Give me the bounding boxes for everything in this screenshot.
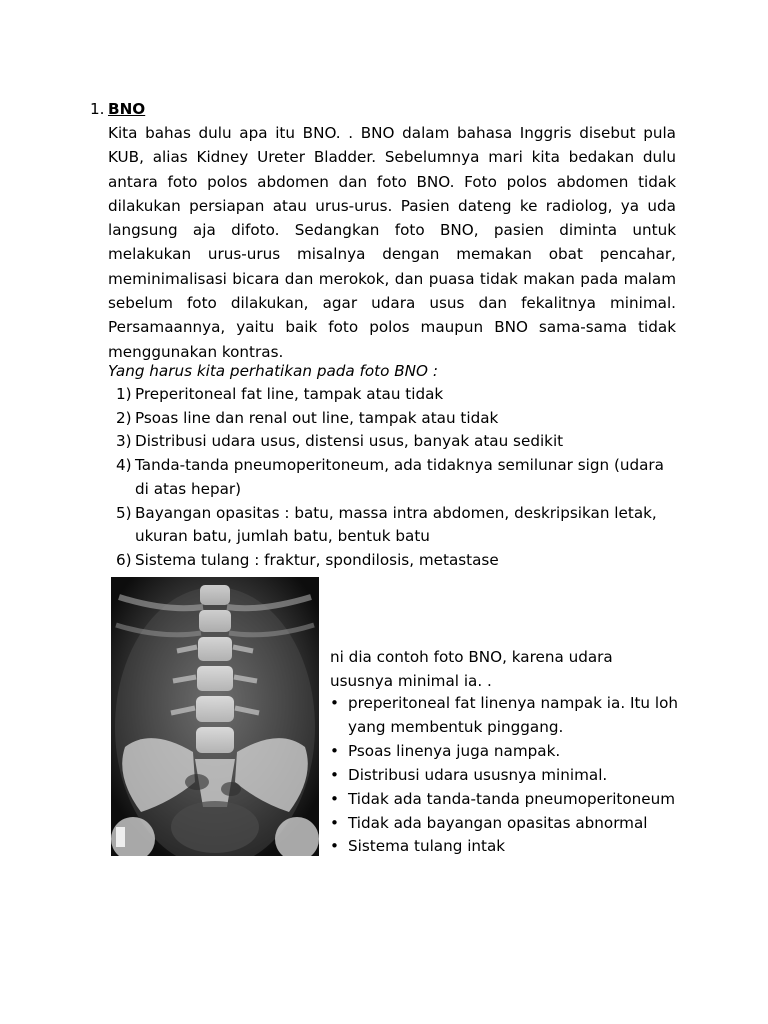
section-number: 1. (90, 100, 105, 118)
list-item-text: preperitoneal fat linenya nampak ia. Itu loh yang membentuk pinggang. (348, 694, 679, 736)
list-item-text: Tanda-tanda pneumoperitoneum, ada tidaknya semilunar sign (udara di atas hepar) (135, 456, 664, 498)
list-item (116, 430, 676, 454)
example-description: ni dia contoh foto BNO, karena udara ususnya minimal ia. . (330, 648, 613, 690)
bullet-icon: • (330, 837, 339, 856)
list-item (116, 383, 676, 407)
list-item-text: Sistema tulang intak (348, 837, 506, 856)
list-item (330, 835, 680, 859)
list-item-text: Psoas line dan renal out line, tampak atau tidak (135, 408, 499, 427)
list-item-number: 3) (116, 432, 132, 451)
list-item (330, 788, 680, 812)
list-item-text: Preperitoneal fat line, tampak atau tidak (135, 385, 444, 403)
list-item-number: 5) (116, 503, 132, 522)
checklist (116, 383, 676, 573)
list-item-text: Distribusi udara usus, distensi usus, banyak atau sedikit (135, 432, 564, 451)
list-item-text: Sistema tulang : fraktur, spondilosis, metastase (135, 550, 499, 569)
xray-image (111, 577, 319, 856)
bullet-list (330, 692, 680, 859)
section-title: BNO (108, 100, 146, 118)
list-item (116, 549, 676, 573)
section-heading (90, 98, 145, 120)
bullet-icon: • (330, 741, 339, 760)
list-item-text: Psoas linenya juga nampak. (348, 741, 561, 760)
list-item-text: Tidak ada bayangan opasitas abnormal (348, 813, 648, 832)
bullet-icon: • (330, 789, 339, 808)
list-item (116, 454, 676, 501)
list-item (330, 692, 680, 740)
bullet-icon: • (330, 765, 339, 784)
list-item (116, 407, 676, 431)
list-item-text: Distribusi udara ususnya minimal. (348, 765, 608, 784)
list-item (330, 812, 680, 836)
intro-paragraph: Kita bahas dulu apa itu BNO. . BNO dalam bahasa Inggris disebut pula KUB, alias Kidney Ureter Bladder. Sebelumnya mari kita bedakan dulu antara foto polos abdomen dan foto BNO. Foto polos abdomen tidak dilakukan persiapan atau urus-urus. Pasien dateng ke radiolog, ya uda langsung aja difoto. Sedangkan foto BNO, pasien diminta untuk melakukan urus-urus misalnya dengan memakan obat pencahar, meminimalisasi bicara dan merokok, dan puasa tidak makan pada malam sebelum foto dilakukan, agar udara usus dan fekalitnya minimal. Persamaannya, yaitu baik foto polos maupun BNO sama-sama tidak menggunakan kontras. (108, 124, 676, 361)
list-item (330, 740, 680, 764)
list-item-text: Tidak ada tanda-tanda pneumoperitoneum (348, 789, 676, 808)
list-item (330, 764, 680, 788)
list-item-number: 1) (116, 385, 132, 403)
checklist-heading: Yang harus kita perhatikan pada foto BNO : (108, 362, 438, 380)
list-item-number: 6) (116, 550, 132, 569)
list-item-number: 4) (116, 456, 132, 475)
bullet-icon: • (330, 694, 339, 712)
list-item-text: Bayangan opasitas : batu, massa intra abdomen, deskripsikan letak, ukuran batu, jumlah batu, bentuk batu (135, 503, 657, 546)
list-item (116, 502, 676, 549)
bullet-icon: • (330, 813, 339, 832)
list-item-number: 2) (116, 408, 132, 427)
